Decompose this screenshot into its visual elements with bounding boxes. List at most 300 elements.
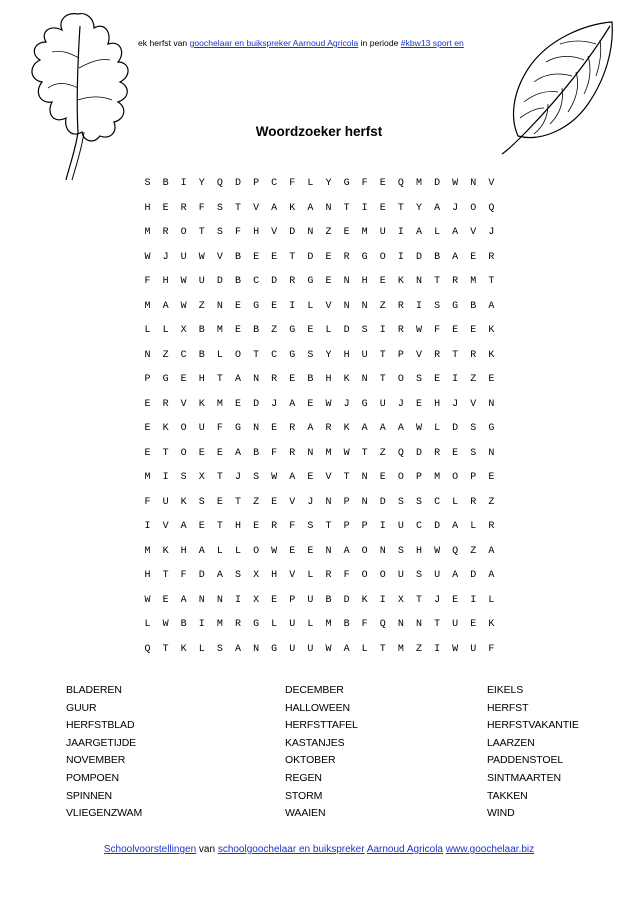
- grid-letter: D: [234, 178, 241, 189]
- grid-letter: K: [397, 276, 404, 287]
- grid-letter: T: [434, 276, 441, 287]
- grid-letter: I: [397, 251, 404, 263]
- grid-letter: M: [216, 619, 223, 630]
- grid-letter: N: [216, 594, 223, 606]
- grid-letter: S: [470, 447, 477, 459]
- grid-letter: A: [379, 423, 386, 434]
- grid-letter: M: [470, 276, 477, 287]
- grid-letter: R: [289, 423, 296, 434]
- grid-letter: S: [470, 423, 477, 434]
- grid-letter: P: [415, 472, 422, 483]
- grid-letter: E: [271, 496, 278, 508]
- grid-letter: A: [343, 545, 350, 557]
- grid-letter: T: [216, 521, 223, 532]
- grid-letter: F: [180, 570, 187, 581]
- footer-link-schoolvoorstellingen[interactable]: Schoolvoorstellingen: [103, 844, 197, 855]
- grid-letter: S: [415, 496, 422, 508]
- grid-letter: P: [470, 472, 477, 483]
- grid-letter: N: [253, 643, 260, 655]
- grid-letter: L: [361, 643, 368, 655]
- grid-letter: S: [361, 325, 368, 336]
- grid-letter: M: [325, 447, 332, 459]
- grid-letter: U: [379, 398, 386, 410]
- grid-letter: H: [234, 521, 241, 532]
- grid-letter: G: [307, 276, 314, 287]
- grid-letter: L: [307, 300, 314, 312]
- grid-letter: N: [198, 594, 205, 606]
- grid-letter: E: [289, 374, 296, 385]
- grid-letter: X: [397, 594, 404, 606]
- grid-letter: E: [470, 325, 477, 336]
- grid-letter: D: [415, 447, 422, 459]
- grid-letter: U: [307, 643, 314, 655]
- grid-letter: E: [307, 545, 314, 557]
- grid-letter: N: [488, 447, 495, 459]
- grid-letter: T: [162, 570, 169, 581]
- grid-letter: L: [307, 619, 314, 630]
- grid-letter: C: [434, 496, 441, 508]
- grid-letter: E: [253, 251, 260, 263]
- grid-letter: N: [307, 227, 314, 238]
- word-column-1: [66, 684, 142, 825]
- header-line: [138, 38, 464, 48]
- grid-letter: N: [470, 178, 477, 189]
- grid-letter: E: [271, 594, 278, 606]
- grid-letter: T: [216, 374, 223, 385]
- grid-letter: G: [271, 643, 278, 655]
- grid-letter: T: [379, 643, 386, 655]
- grid-letter: A: [271, 202, 278, 214]
- grid-letter: W: [343, 447, 350, 459]
- grid-letter: E: [289, 545, 296, 557]
- grid-letter: T: [216, 472, 223, 483]
- grid-letter: D: [452, 423, 459, 434]
- grid-letter: N: [488, 398, 495, 410]
- grid-letter: R: [271, 521, 278, 532]
- word-item: POMPOEN: [66, 771, 119, 784]
- grid-letter: L: [307, 178, 314, 189]
- grid-letter: A: [234, 643, 241, 655]
- grid-letter: E: [307, 398, 314, 410]
- grid-letter: A: [198, 545, 205, 557]
- grid-letter: A: [415, 227, 422, 238]
- grid-letter: H: [415, 545, 422, 557]
- grid-letter: R: [289, 447, 296, 459]
- word-item: OKTOBER: [285, 754, 336, 767]
- grid-letter: E: [452, 325, 459, 336]
- grid-letter: W: [198, 251, 205, 263]
- grid-letter: V: [162, 521, 169, 532]
- grid-letter: D: [289, 227, 296, 238]
- grid-letter: W: [180, 300, 187, 312]
- grid-letter: E: [271, 423, 278, 434]
- grid-letter: T: [434, 619, 441, 630]
- word-item: WAAIEN: [285, 807, 326, 820]
- grid-letter: H: [198, 374, 205, 385]
- grid-letter: T: [234, 496, 241, 508]
- grid-letter: B: [470, 300, 477, 312]
- footer-link-website[interactable]: www.goochelaar.biz: [445, 844, 535, 855]
- grid-letter: M: [361, 227, 368, 238]
- grid-letter: P: [397, 349, 404, 361]
- grid-letter: P: [361, 521, 368, 532]
- grid-letter: E: [307, 472, 314, 483]
- grid-letter: T: [162, 643, 169, 655]
- grid-letter: O: [361, 545, 368, 557]
- grid-letter: T: [397, 202, 404, 214]
- grid-letter: W: [271, 472, 278, 483]
- grid-letter: N: [415, 619, 422, 630]
- grid-letter: G: [361, 251, 368, 263]
- grid-letter: E: [379, 178, 386, 189]
- grid-letter: B: [343, 619, 350, 630]
- grid-letter: I: [198, 619, 205, 630]
- grid-letter: N: [361, 496, 368, 508]
- grid-letter: Q: [379, 619, 386, 630]
- grid-letter: T: [162, 447, 169, 459]
- header-link-hashtag[interactable]: #kbw13 sport en: [400, 38, 464, 48]
- grid-letter: Q: [452, 545, 459, 557]
- grid-letter: R: [325, 423, 332, 434]
- grid-letter: E: [325, 276, 332, 287]
- grid-letter: E: [162, 202, 169, 214]
- oak-leaf-icon: [20, 8, 140, 186]
- grid-letter: E: [379, 276, 386, 287]
- grid-letter: I: [289, 300, 296, 312]
- grid-letter: D: [343, 594, 350, 606]
- grid-letter: G: [361, 398, 368, 410]
- grid-letter: H: [271, 570, 278, 581]
- grid-letter: B: [434, 251, 441, 263]
- grid-letter: A: [488, 300, 495, 312]
- grid-letter: D: [253, 398, 260, 410]
- grid-letter: W: [144, 251, 151, 263]
- grid-letter: U: [307, 594, 314, 606]
- grid-letter: B: [325, 594, 332, 606]
- grid-letter: O: [397, 374, 404, 385]
- grid-letter: N: [361, 472, 368, 483]
- grid-letter: E: [488, 472, 495, 483]
- grid-letter: J: [452, 398, 459, 410]
- grid-letter: T: [198, 227, 205, 238]
- grid-letter: O: [180, 447, 187, 459]
- page-title: Woordzoeker herfst: [255, 124, 383, 139]
- grid-letter: L: [452, 496, 459, 508]
- grid-letter: W: [415, 423, 422, 434]
- grid-letter: H: [343, 349, 350, 361]
- grid-letter: L: [325, 325, 332, 336]
- grid-letter: E: [253, 521, 260, 532]
- grid-letter: S: [253, 472, 260, 483]
- grid-letter: E: [271, 251, 278, 263]
- grid-letter: T: [452, 349, 459, 361]
- grid-letter: B: [180, 619, 187, 630]
- grid-letter: L: [216, 349, 223, 361]
- grid-letter: D: [434, 521, 441, 532]
- grid-letter: T: [379, 374, 386, 385]
- grid-letter: I: [144, 521, 151, 532]
- grid-letter: R: [397, 325, 404, 336]
- grid-letter: V: [289, 570, 296, 581]
- grid-letter: R: [162, 227, 169, 238]
- grid-letter: U: [397, 521, 404, 532]
- grid-letter: N: [253, 423, 260, 434]
- grid-letter: F: [144, 496, 151, 508]
- grid-letter: K: [162, 545, 169, 557]
- grid-letter: N: [415, 276, 422, 287]
- grid-letter: X: [198, 472, 205, 483]
- grid-letter: Z: [488, 496, 495, 508]
- grid-letter: A: [307, 202, 314, 214]
- grid-letter: I: [180, 178, 187, 189]
- header-middle: in periode: [358, 38, 401, 48]
- grid-letter: N: [307, 447, 314, 459]
- grid-letter: D: [271, 276, 278, 287]
- word-item: STORM: [285, 789, 323, 802]
- grid-letter: J: [434, 594, 441, 606]
- grid-letter: B: [307, 374, 314, 385]
- grid-letter: N: [379, 545, 386, 557]
- grid-letter: V: [180, 398, 187, 410]
- grid-letter: V: [415, 349, 422, 361]
- grid-letter: A: [452, 521, 459, 532]
- grid-letter: J: [271, 398, 278, 410]
- grid-letter: S: [216, 643, 223, 655]
- grid-letter: Z: [470, 374, 477, 385]
- word-item: SPINNEN: [66, 789, 112, 802]
- grid-letter: A: [216, 570, 223, 581]
- grid-letter: T: [234, 202, 241, 214]
- grid-letter: Z: [325, 227, 332, 238]
- grid-letter: P: [343, 496, 350, 508]
- grid-letter: U: [452, 619, 459, 630]
- grid-letter: N: [343, 300, 350, 312]
- grid-letter: L: [144, 619, 151, 630]
- grid-letter: C: [180, 349, 187, 361]
- footer-link-aarnoud[interactable]: Aarnoud Agricola: [366, 844, 443, 855]
- header-link-goochelaar[interactable]: goochelaar en buikspreker Aarnoud Agricola: [189, 38, 359, 48]
- grid-letter: G: [289, 325, 296, 336]
- grid-letter: L: [271, 619, 278, 630]
- grid-letter: V: [253, 202, 260, 214]
- grid-letter: S: [397, 496, 404, 508]
- grid-letter: U: [180, 251, 187, 263]
- word-item: HERFSTVAKANTIE: [487, 719, 579, 732]
- grid-letter: T: [289, 251, 296, 263]
- grid-letter: F: [361, 178, 368, 189]
- grid-letter: H: [434, 398, 441, 410]
- grid-letter: A: [452, 251, 459, 263]
- grid-letter: K: [162, 423, 169, 434]
- grid-letter: U: [162, 496, 169, 508]
- grid-letter: R: [180, 202, 187, 214]
- grid-letter: R: [452, 276, 459, 287]
- grid-letter: M: [144, 227, 151, 238]
- grid-letter: C: [271, 349, 278, 361]
- grid-letter: K: [289, 202, 296, 214]
- grid-letter: G: [343, 178, 350, 189]
- word-item: HERFST: [487, 701, 529, 714]
- grid-letter: R: [470, 349, 477, 361]
- grid-letter: R: [470, 496, 477, 508]
- header-prefix: ek herfst van: [138, 38, 190, 48]
- grid-letter: T: [325, 521, 332, 532]
- grid-letter: G: [289, 349, 296, 361]
- grid-letter: F: [198, 202, 205, 214]
- grid-letter: R: [343, 251, 350, 263]
- grid-letter: U: [198, 423, 205, 434]
- grid-letter: G: [234, 423, 241, 434]
- grid-letter: P: [253, 178, 260, 189]
- grid-letter: L: [488, 594, 495, 606]
- word-item: HERFSTBLAD: [66, 719, 135, 732]
- grid-letter: K: [198, 398, 205, 410]
- grid-letter: Q: [144, 643, 151, 655]
- grid-letter: U: [289, 643, 296, 655]
- word-item: GUUR: [66, 701, 97, 714]
- grid-letter: W: [162, 619, 169, 630]
- grid-letter: L: [470, 521, 477, 532]
- footer-text-van: van: [196, 844, 218, 855]
- grid-letter: V: [325, 472, 332, 483]
- grid-letter: V: [470, 398, 477, 410]
- grid-letter: A: [397, 423, 404, 434]
- grid-letter: M: [397, 643, 404, 655]
- grid-letter: X: [253, 570, 260, 581]
- grid-letter: T: [361, 447, 368, 459]
- grid-letter: T: [343, 472, 350, 483]
- grid-letter: E: [452, 447, 459, 459]
- grid-letter: E: [434, 374, 441, 385]
- grid-letter: D: [307, 251, 314, 263]
- grid-letter: R: [488, 521, 495, 532]
- grid-letter: J: [234, 472, 241, 483]
- grid-letter: F: [144, 276, 151, 287]
- grid-letter: S: [144, 178, 151, 189]
- grid-letter: R: [162, 398, 169, 410]
- grid-letter: H: [162, 276, 169, 287]
- grid-letter: Z: [415, 643, 422, 655]
- word-item: LAARZEN: [487, 736, 535, 749]
- grid-letter: N: [325, 496, 332, 508]
- grid-letter: W: [144, 594, 151, 606]
- grid-letter: L: [198, 643, 205, 655]
- grid-letter: R: [325, 570, 332, 581]
- grid-letter: C: [253, 276, 260, 287]
- grid-letter: E: [325, 251, 332, 263]
- grid-letter: G: [488, 423, 495, 434]
- grid-letter: I: [162, 472, 169, 483]
- word-item: DECEMBER: [285, 684, 344, 696]
- grid-letter: V: [325, 300, 332, 312]
- grid-letter: W: [452, 178, 459, 189]
- word-item: HALLOWEEN: [285, 701, 351, 714]
- word-item: TAKKEN: [487, 789, 528, 802]
- grid-letter: E: [452, 594, 459, 606]
- grid-letter: D: [470, 570, 477, 581]
- grid-letter: R: [434, 447, 441, 459]
- grid-letter: Z: [470, 545, 477, 557]
- grid-letter: E: [307, 325, 314, 336]
- grid-letter: A: [234, 374, 241, 385]
- word-item: PADDENSTOEL: [487, 754, 564, 767]
- grid-letter: S: [180, 472, 187, 483]
- grid-letter: A: [488, 570, 495, 581]
- grid-letter: M: [144, 545, 151, 557]
- grid-letter: I: [361, 202, 368, 214]
- grid-letter: M: [434, 472, 441, 483]
- grid-letter: Z: [379, 447, 386, 459]
- grid-letter: G: [452, 300, 459, 312]
- grid-letter: O: [452, 472, 459, 483]
- grid-letter: N: [144, 349, 151, 361]
- grid-letter: Y: [415, 202, 422, 214]
- grid-letter: N: [343, 276, 350, 287]
- word-item: KASTANJES: [285, 736, 345, 749]
- grid-letter: F: [343, 570, 350, 581]
- grid-letter: N: [253, 374, 260, 385]
- grid-letter: W: [271, 545, 278, 557]
- grid-letter: I: [470, 594, 477, 606]
- grid-letter: Z: [253, 496, 260, 508]
- grid-letter: W: [415, 325, 422, 336]
- grid-letter: S: [397, 545, 404, 557]
- grid-letter: K: [488, 325, 495, 336]
- grid-letter: E: [343, 227, 350, 238]
- grid-letter: T: [415, 594, 422, 606]
- grid-letter: E: [470, 619, 477, 630]
- grid-letter: A: [488, 545, 495, 557]
- grid-letter: J: [397, 398, 404, 410]
- grid-letter: J: [488, 227, 495, 238]
- grid-letter: O: [379, 251, 386, 263]
- grid-letter: O: [470, 202, 477, 214]
- grid-letter: M: [144, 300, 151, 312]
- grid-letter: Y: [198, 178, 205, 189]
- grid-letter: H: [361, 276, 368, 287]
- grid-letter: R: [234, 619, 241, 630]
- grid-letter: K: [180, 496, 187, 508]
- grid-letter: O: [234, 349, 241, 361]
- grid-letter: Z: [198, 300, 205, 312]
- grid-letter: E: [379, 472, 386, 483]
- grid-letter: K: [343, 374, 350, 385]
- grid-letter: U: [397, 570, 404, 581]
- grid-letter: N: [397, 619, 404, 630]
- grid-letter: U: [470, 643, 477, 655]
- grid-letter: I: [397, 227, 404, 238]
- grid-letter: M: [415, 178, 422, 189]
- grid-letter: S: [198, 496, 205, 508]
- grid-letter: Q: [397, 447, 404, 459]
- grid-letter: D: [379, 496, 386, 508]
- grid-letter: G: [162, 374, 169, 385]
- grid-letter: F: [434, 325, 441, 336]
- grid-letter: U: [434, 570, 441, 581]
- word-column-2: [285, 684, 358, 825]
- grid-letter: P: [144, 374, 151, 385]
- word-item: NOVEMBER: [66, 754, 126, 767]
- grid-letter: R: [397, 300, 404, 312]
- grid-letter: S: [216, 227, 223, 238]
- word-item: SINTMAARTEN: [487, 771, 561, 784]
- grid-letter: R: [289, 276, 296, 287]
- grid-letter: W: [180, 276, 187, 287]
- grid-letter: V: [271, 227, 278, 238]
- footer-link-schoolgoochelaar[interactable]: schoolgoochelaar en buikspreker: [217, 844, 365, 855]
- grid-letter: R: [434, 349, 441, 361]
- grid-letter: A: [234, 447, 241, 459]
